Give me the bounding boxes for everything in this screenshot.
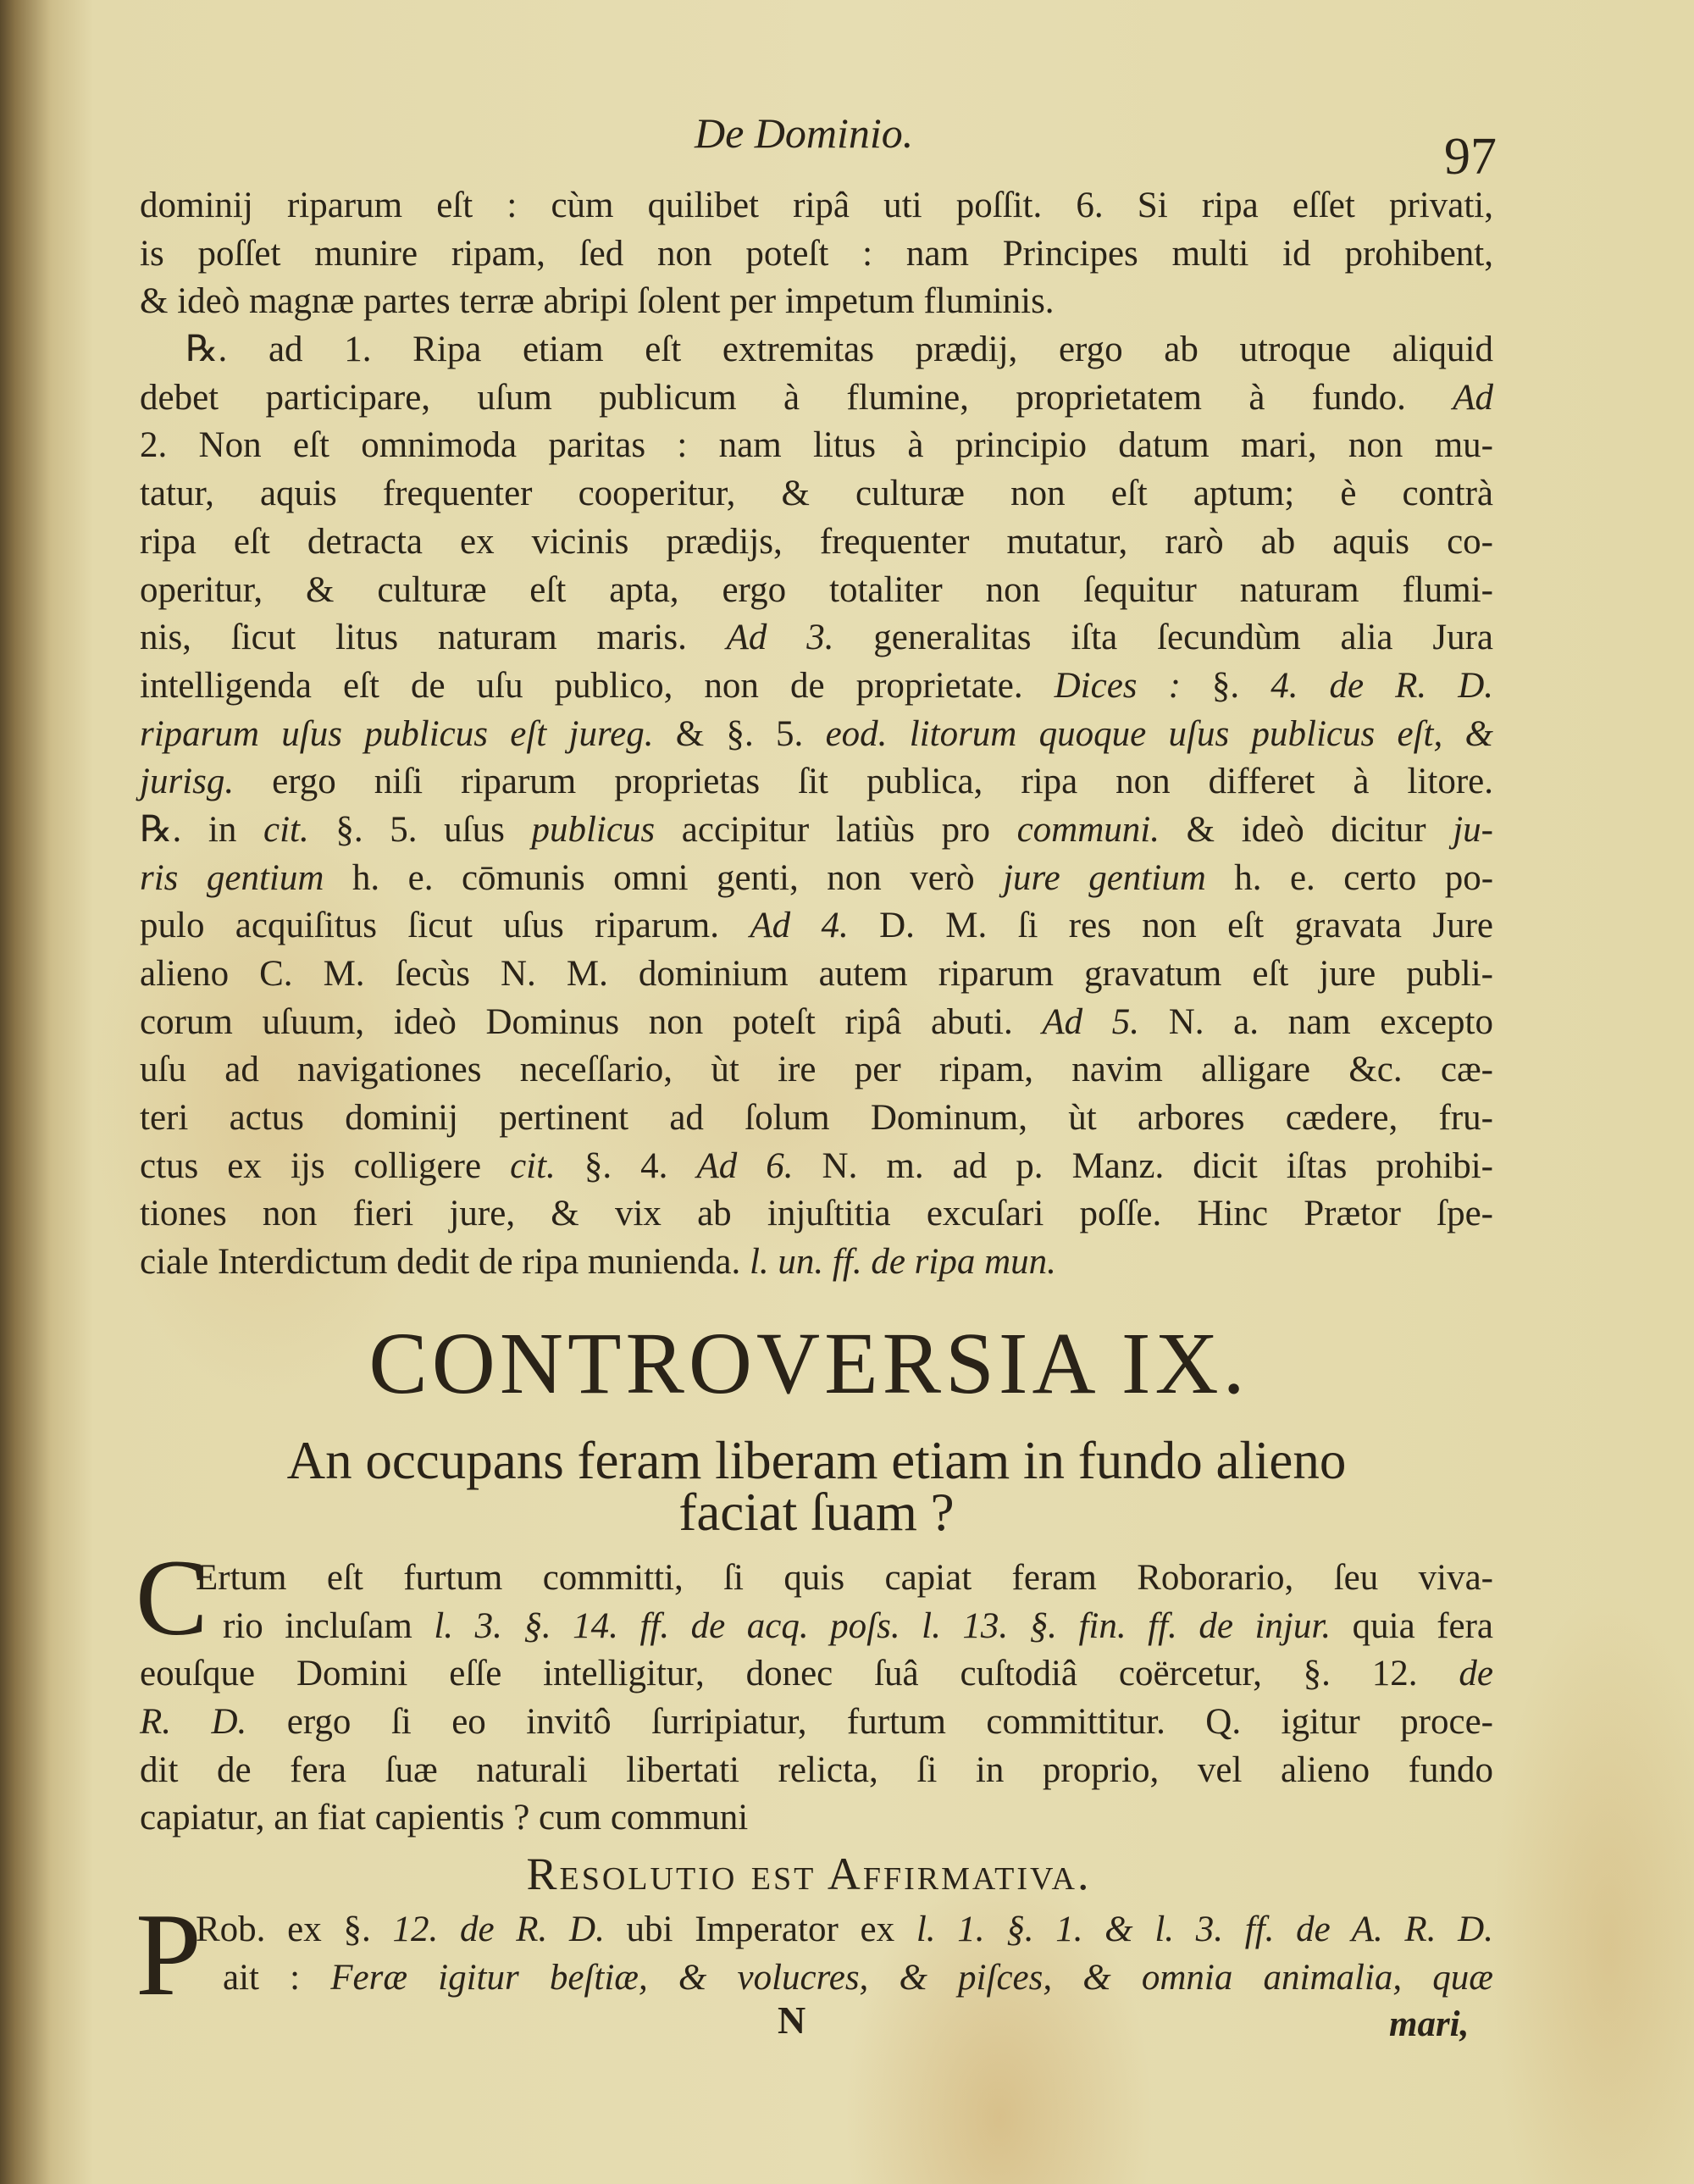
controversia-heading: CONTROVERSIA IX. xyxy=(368,1315,1249,1412)
italic-citation: ris gentium xyxy=(140,857,324,898)
text-run: rio incluſam xyxy=(223,1605,435,1646)
italic-citation: cit. xyxy=(263,809,309,850)
italic-citation: ju- xyxy=(1453,809,1494,850)
italic-citation: jurisg. xyxy=(140,762,235,802)
text-run: quia fera xyxy=(1331,1605,1494,1646)
italic-citation: 4. de R. D. xyxy=(1270,665,1493,706)
italic-citation: de xyxy=(1459,1654,1493,1694)
italic-citation: Ad 4. xyxy=(750,906,849,946)
italic-citation: 12. de R. D. xyxy=(392,1910,605,1949)
text-line xyxy=(140,1190,1493,1239)
italic-citation: jure gentium xyxy=(1003,857,1206,898)
text-run: uſu ad navigationes neceſſario, ùt ire per ripam, navim alligare &c. cæ- xyxy=(140,1050,1493,1090)
text-run: tiones non fieri jure, & vix ab injuſtitia excuſari poſſe. Hinc Prætor ſpe- xyxy=(140,1194,1493,1234)
italic-citation: l. 1. §. 1. & l. 3. ff. de A. R. D. xyxy=(916,1910,1493,1949)
text-run: ergo niſi riparum proprietas ſit publica, ripa non differet à litore. xyxy=(234,762,1493,802)
text-run: §. xyxy=(1180,665,1271,706)
text-run: §. 4. xyxy=(555,1145,697,1186)
text-line xyxy=(140,1143,1493,1191)
text-run: ℞. in xyxy=(140,809,264,850)
italic-citation: Feræ igitur beſtiæ, & volucres, & piſces, & omnia animalia, quæ xyxy=(330,1957,1493,1998)
text-run: Rob. ex §. xyxy=(196,1910,393,1949)
text-run: ergo ſi eo invitô ſurripiatur, furtum committitur. Q. igitur proce- xyxy=(246,1702,1493,1743)
text-line xyxy=(140,1650,1493,1699)
text-run: h. e. cōmunis omni genti, non verò xyxy=(324,857,1004,898)
text-line xyxy=(140,1906,1493,1954)
text-run: debet participare, uſum publicum à flumine, proprietatem à fundo. xyxy=(140,377,1453,418)
text-run: is poſſet munire ripam, ſed non poteſt : nam Principes multi id prohibent, xyxy=(140,233,1493,274)
text-line xyxy=(140,758,1493,807)
catchword: mari, xyxy=(1389,2004,1470,2044)
text-run: h. e. certo po- xyxy=(1205,857,1494,898)
italic-citation: Ad 6. xyxy=(696,1145,794,1186)
paragraph-probatur xyxy=(140,1906,1493,2002)
text-run: ciale Interdictum dedit de ripa munienda. xyxy=(140,1242,750,1283)
text-line xyxy=(140,374,1493,423)
text-run: & ideò dicitur xyxy=(1159,809,1453,850)
text-run: Ertum eſt furtum committi, ſi quis capiat feram Roborario, ſeu viva- xyxy=(196,1558,1493,1598)
text-run: D. M. ſi res non eſt gravata Jure xyxy=(848,906,1493,946)
text-line xyxy=(140,470,1493,518)
resolution-heading: Resolutio est Affirmativa. xyxy=(526,1849,1092,1899)
italic-citation: l. un. ff. de ripa mun. xyxy=(749,1242,1056,1283)
text-line xyxy=(140,711,1493,759)
text-run: operitur, & culturæ eſt apta, ergo totaliter non ſequitur naturam flumi- xyxy=(140,569,1493,610)
text-run: N. m. ad p. Manz. dicit iſtas prohibi- xyxy=(793,1145,1493,1186)
text-run: intelligenda eſt de uſu publico, non de proprietate. xyxy=(140,665,1055,706)
text-line xyxy=(140,1095,1493,1143)
text-run: capiatur, an fiat capientis ? cum communi xyxy=(140,1798,749,1838)
italic-citation: communi. xyxy=(1016,809,1160,850)
text-line xyxy=(140,1794,1493,1843)
running-title: De Dominio. xyxy=(695,109,914,157)
italic-citation: cit. xyxy=(510,1145,556,1186)
text-run: tatur, aquis frequenter cooperitur, & culturæ non eſt aptum; è contrà xyxy=(140,474,1493,514)
text-run: ripa eſt detracta ex vicinis prædijs, frequenter mutatur, rarò ab aquis co- xyxy=(140,521,1493,562)
text-run: generalitas iſta ſecundùm alia Jura xyxy=(833,618,1493,658)
text-run: 2. Non eſt omnimoda paritas : nam litus à principio datum mari, non mu- xyxy=(140,425,1493,466)
text-line xyxy=(140,1747,1493,1795)
text-run: & §. 5. xyxy=(653,713,826,754)
text-line xyxy=(140,1603,1493,1651)
italic-citation: Ad 5. xyxy=(1042,1001,1140,1042)
signature-mark: N xyxy=(778,1998,806,2042)
controversia-question-line-2: faciat ſuam ? xyxy=(678,1483,955,1542)
text-run: pulo acquiſitus ſicut uſus riparum. xyxy=(140,906,750,946)
text-line xyxy=(140,230,1493,279)
text-line xyxy=(140,1046,1493,1095)
text-line xyxy=(140,662,1493,711)
paragraph-certum xyxy=(140,1555,1493,1843)
text-line xyxy=(140,1954,1493,2003)
text-line xyxy=(140,855,1493,903)
text-run: ctus ex ijs colligere xyxy=(140,1145,511,1186)
italic-citation: publicus xyxy=(531,809,656,850)
italic-citation: eod. litorum quoque uſus publicus eſt, & xyxy=(825,713,1493,754)
text-line xyxy=(140,1699,1493,1747)
text-line xyxy=(140,1239,1493,1287)
text-run: teri actus dominij pertinent ad ſolum Dominum, ùt arbores cædere, fru- xyxy=(140,1098,1493,1139)
page-number: 97 xyxy=(1444,128,1497,186)
italic-citation: Ad 3. xyxy=(726,618,834,658)
text-line xyxy=(140,278,1493,326)
controversia-question-line-1: An occupans feram liberam etiam in fundo alieno xyxy=(286,1431,1347,1490)
text-line xyxy=(140,1555,1493,1603)
text-run: N. a. nam excepto xyxy=(1139,1001,1493,1042)
italic-citation: Ad xyxy=(1453,377,1493,418)
text-line xyxy=(140,951,1493,999)
italic-citation: Dices : xyxy=(1054,665,1181,706)
paragraphs-de-ripis xyxy=(140,182,1493,1287)
text-run: dominij riparum eſt : cùm quilibet ripâ uti poſſit. 6. Si ripa eſſet privati, xyxy=(140,186,1493,225)
text-line xyxy=(140,422,1493,470)
text-run: dit de fera ſuæ naturali libertati relicta, ſi in proprio, vel alieno fundo xyxy=(140,1749,1493,1790)
text-line xyxy=(140,326,1493,374)
text-line xyxy=(140,902,1493,951)
italic-citation: l. 3. §. 14. ff. de acq. poſs. l. 13. §. fin. ff. de injur. xyxy=(434,1605,1331,1646)
text-run: ℞. ad 1. Ripa etiam eſt extremitas prædij, ergo ab utroque aliquid xyxy=(185,330,1493,370)
text-run: §. 5. uſus xyxy=(308,809,532,850)
text-line xyxy=(140,614,1493,662)
text-line xyxy=(140,999,1493,1047)
text-run: corum uſuum, ideò Dominus non poteſt ripâ abuti. xyxy=(140,1001,1043,1042)
text-run: alieno C. M. ſecùs N. M. dominium autem riparum gravatum eſt jure publi- xyxy=(140,954,1493,994)
text-line xyxy=(140,182,1493,230)
text-line xyxy=(140,567,1493,615)
drop-cap-c: C xyxy=(136,1538,208,1658)
drop-cap-p: P xyxy=(136,1889,202,2020)
text-run: nis, ſicut litus naturam maris. xyxy=(140,618,727,658)
text-run: & ideò magnæ partes terræ abripi ſolent per impetum fluminis. xyxy=(140,281,1055,322)
italic-citation: riparum uſus publicus eſt jureg. xyxy=(140,713,654,754)
italic-citation: R. D. xyxy=(140,1702,247,1743)
text-run: ait : xyxy=(223,1957,331,1998)
text-run: accipitur latiùs pro xyxy=(655,809,1017,850)
text-run: eouſque Domini eſſe intelligitur, donec ſuâ cuſtodiâ coërcetur, §. 12. xyxy=(140,1654,1459,1694)
text-line xyxy=(140,518,1493,567)
text-line xyxy=(140,807,1493,855)
text-run: ubi Imperator ex xyxy=(604,1910,916,1949)
